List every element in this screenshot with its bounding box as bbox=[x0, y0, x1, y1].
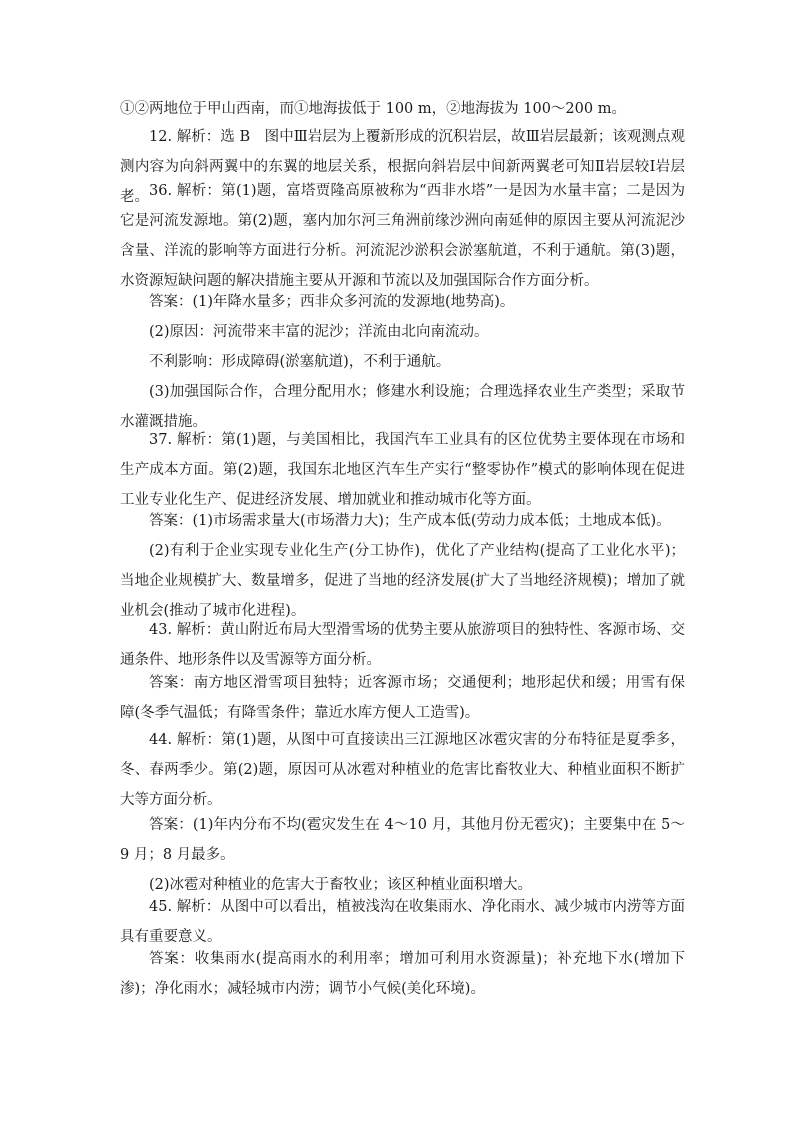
paragraph: (3)加强国际合作，合理分配用水；修建水利设施；合理选择农业生产类型；采取节水灌溉措施。 bbox=[120, 384, 685, 430]
answer-44-analysis bbox=[120, 725, 685, 815]
answer-44-key bbox=[120, 810, 685, 900]
paragraph: 36. 解析：第(1)题，富塔贾隆高原被称为“西非水塔”一是因为水量丰富；二是因为它是河流发源地。第(2)题，塞内加尔河三角洲前缘沙洲向南延伸的原因主要从河流泥沙含量、洋流的影响等方面进行分析。河流泥沙淤积会淤塞航道，不利于通航。第(3)题，水资源短缺问题的解决措施主要从开源和节流以及加强国际合作方面分析。 bbox=[120, 183, 685, 289]
paragraph: 答案：(1)年降水量多；西非众多河流的发源地(地势高)。 bbox=[149, 294, 515, 310]
paragraph: 12. 解析：选 B 图中Ⅲ岩层为上覆新形成的沉积岩层，故Ⅲ岩层最新；该观测点观测内容为向斜两翼中的东翼的地层关系，根据向斜岩层中间新两翼老可知Ⅱ岩层较Ⅰ岩层老。 bbox=[120, 129, 685, 205]
paragraph: 答案：南方地区滑雪项目独特；近客源市场；交通便利；地形起伏和缓；用雪有保障(冬季气温低；有降雪条件；靠近水库方便人工造雪)。 bbox=[120, 675, 685, 721]
answer-37-key bbox=[120, 506, 685, 626]
answer-11-continuation bbox=[120, 94, 685, 124]
paragraph: 37. 解析：第(1)题，与美国相比，我国汽车工业具有的区位优势主要体现在市场和生产成本方面。第(2)题，我国东北地区汽车生产实行“整零协作”模式的影响体现在促进工业专业化生产、促进经济发展、增加就业和推动城市化等方面。 bbox=[120, 432, 685, 508]
paragraph: 45. 解析：从图中可以看出，植被浅沟在收集雨水、净化雨水、减少城市内涝等方面具有重要意义。 bbox=[120, 899, 685, 945]
paragraph: (2)原因：河流带来丰富的泥沙；洋流由北向南流动。 bbox=[149, 324, 489, 340]
paragraph: 答案：(1)年内分布不均(雹灾发生在 4～10 月，其他月份无雹灾)；主要集中在 5～9 月；8 月最多。 bbox=[120, 817, 685, 863]
paragraph: ①②两地位于甲山西南，而①地海拔低于 100 m，②地海拔为 100～200 m。 bbox=[120, 101, 626, 117]
answer-36-analysis bbox=[120, 176, 685, 296]
paragraph: (2)有利于企业实现专业化生产(分工协作)，优化了产业结构(提高了工业化水平)；当地企业规模扩大、数量增多，促进了当地的经济发展(扩大了当地经济规模)；增加了就业机会(推动了城市化进程)。 bbox=[120, 543, 685, 619]
answer-37-analysis bbox=[120, 425, 685, 515]
answer-36-key bbox=[120, 287, 685, 437]
paragraph: 44. 解析：第(1)题，从图中可直接读出三江源地区冰雹灾害的分布特征是夏季多，冬、春两季少。第(2)题，原因可从冰雹对种植业的危害比畜牧业大、种植业面积不断扩大等方面分析。 bbox=[120, 732, 685, 808]
paragraph: 答案：收集雨水(提高雨水的利用率；增加可利用水资源量)；补充地下水(增加下渗)；净化雨水；减轻城市内涝；调节小气候(美化环境)。 bbox=[120, 951, 685, 997]
answer-43-analysis bbox=[120, 615, 685, 675]
paragraph: (2)冰雹对种植业的危害大于畜牧业；该区种植业面积增大。 bbox=[149, 877, 533, 893]
answer-45-key bbox=[120, 944, 685, 1004]
answer-45-analysis bbox=[120, 892, 685, 952]
paragraph: 答案：(1)市场需求量大(市场潜力大)；生产成本低(劳动力成本低；土地成本低)。 bbox=[149, 513, 671, 529]
answer-43-key bbox=[120, 668, 685, 728]
paragraph: 43. 解析：黄山附近布局大型滑雪场的优势主要从旅游项目的独特性、客源市场、交通条件、地形条件以及雪源等方面分析。 bbox=[120, 622, 685, 668]
paragraph: 不利影响：形成障碍(淤塞航道)，不利于通航。 bbox=[149, 354, 451, 370]
